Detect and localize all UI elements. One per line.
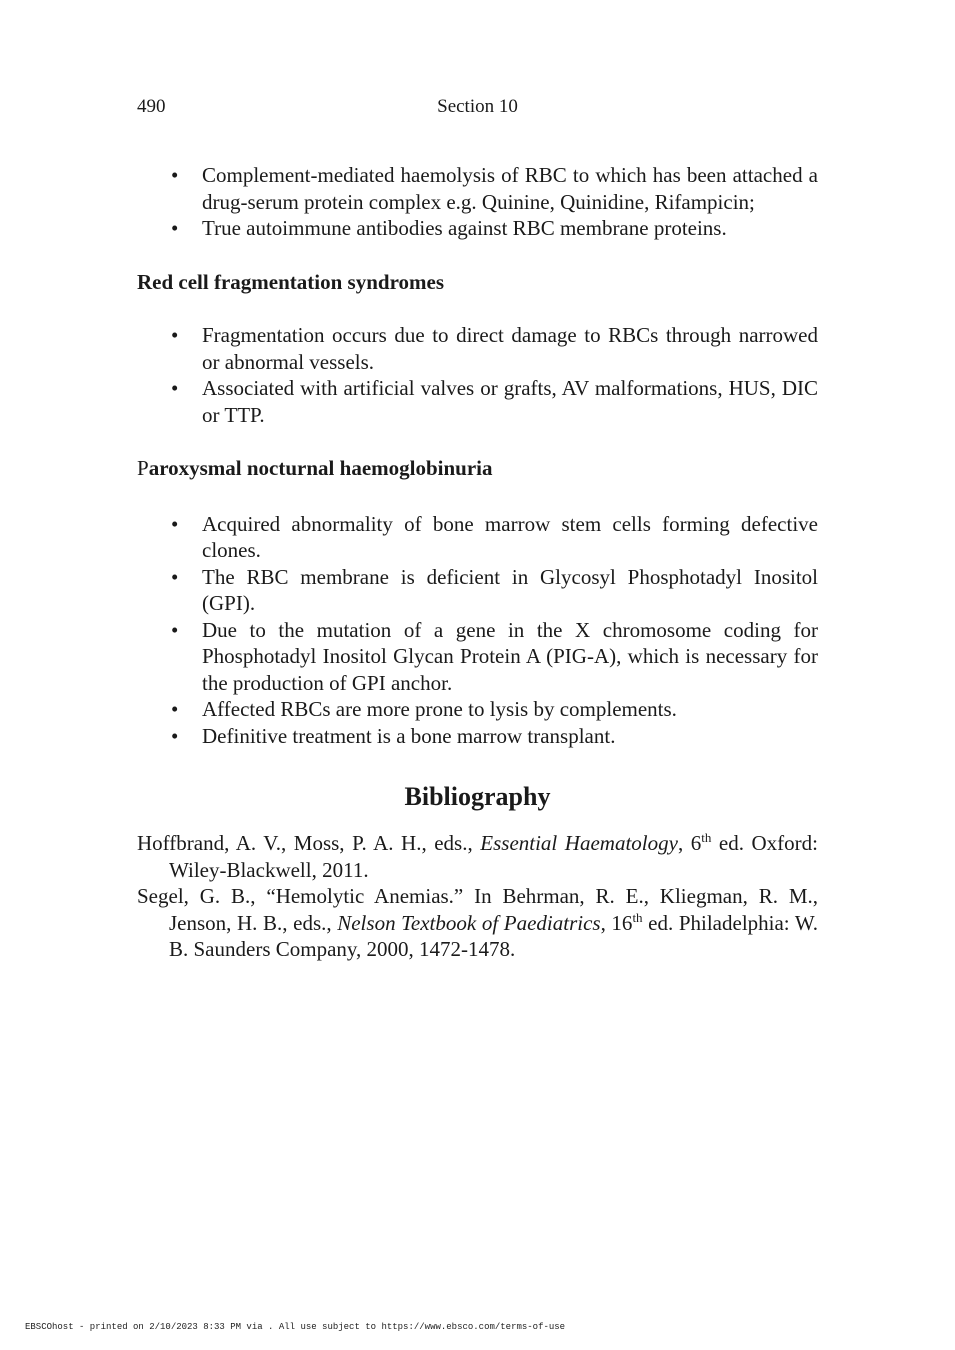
bullet-icon: • <box>171 323 179 347</box>
list-item: • Acquired abnormality of bone marrow stem cells forming defective clones. <box>171 511 818 562</box>
bibliography-entry: Segel, G. B., “Hemolytic Anemias.” In Behrman, R. E., Kliegman, R. M., Jenson, H. B., eds., Nelson Textbook of Paediatrics, 16th ed. Philadelphia: W. B. Saunders Company, 2000, 1472-1478. <box>137 884 819 961</box>
bullet-icon: • <box>171 216 179 240</box>
running-title: Section 10 <box>437 96 518 117</box>
fragmentation-bullet-list <box>137 322 818 428</box>
bullet-icon: • <box>171 564 179 589</box>
page-number: 490 <box>137 96 166 117</box>
bullet-icon: • <box>171 697 179 721</box>
bibliography-list <box>137 830 818 963</box>
list-item: • Complement-mediated haemolysis of RBC to which has been attached a drug-serum protein complex e.g. Quinine, Quinidine, Rifampicin; <box>171 163 818 214</box>
page-body <box>137 162 818 963</box>
list-item: • Fragmentation occurs due to direct damage to RBCs through narrowed or abnormal vessels. <box>171 323 818 374</box>
bullet-icon: • <box>171 163 179 187</box>
bibliography-entry: Hoffbrand, A. V., Moss, P. A. H., eds., Essential Haematology, 6th ed. Oxford: Wiley-Blackwell, 2011. <box>137 830 819 882</box>
list-item: • Due to the mutation of a gene in the X chromosome coding for Phosphotadyl Inositol Glycan Protein A (PIG-A), which is necessary for the production of GPI anchor. <box>171 617 818 695</box>
section-heading-pnh: Paroxysmal nocturnal haemoglobinuria <box>137 456 493 480</box>
list-item: • Affected RBCs are more prone to lysis by complements. <box>171 697 677 721</box>
list-item: • True autoimmune antibodies against RBC membrane proteins. <box>171 216 727 240</box>
top-bullet-list <box>137 162 818 242</box>
bullet-icon: • <box>171 511 179 536</box>
bibliography-title: Bibliography <box>404 782 551 811</box>
list-item: • Definitive treatment is a bone marrow transplant. <box>171 723 616 748</box>
bullet-icon: • <box>171 376 179 400</box>
list-item: • Associated with artificial valves or grafts, AV malformations, HUS, DIC or TTP. <box>171 376 818 427</box>
list-item: • The RBC membrane is deficient in Glycosyl Phosphotadyl Inositol (GPI). <box>171 564 818 615</box>
ebsco-footer: EBSCOhost - printed on 2/10/2023 8:33 PM via . All use subject to https://www.ebsco.com/terms-of-use <box>25 1322 566 1332</box>
pnh-bullet-list <box>137 511 818 750</box>
section-heading-fragmentation: Red cell fragmentation syndromes <box>137 269 444 294</box>
bullet-icon: • <box>171 723 179 748</box>
bullet-icon: • <box>171 617 179 642</box>
